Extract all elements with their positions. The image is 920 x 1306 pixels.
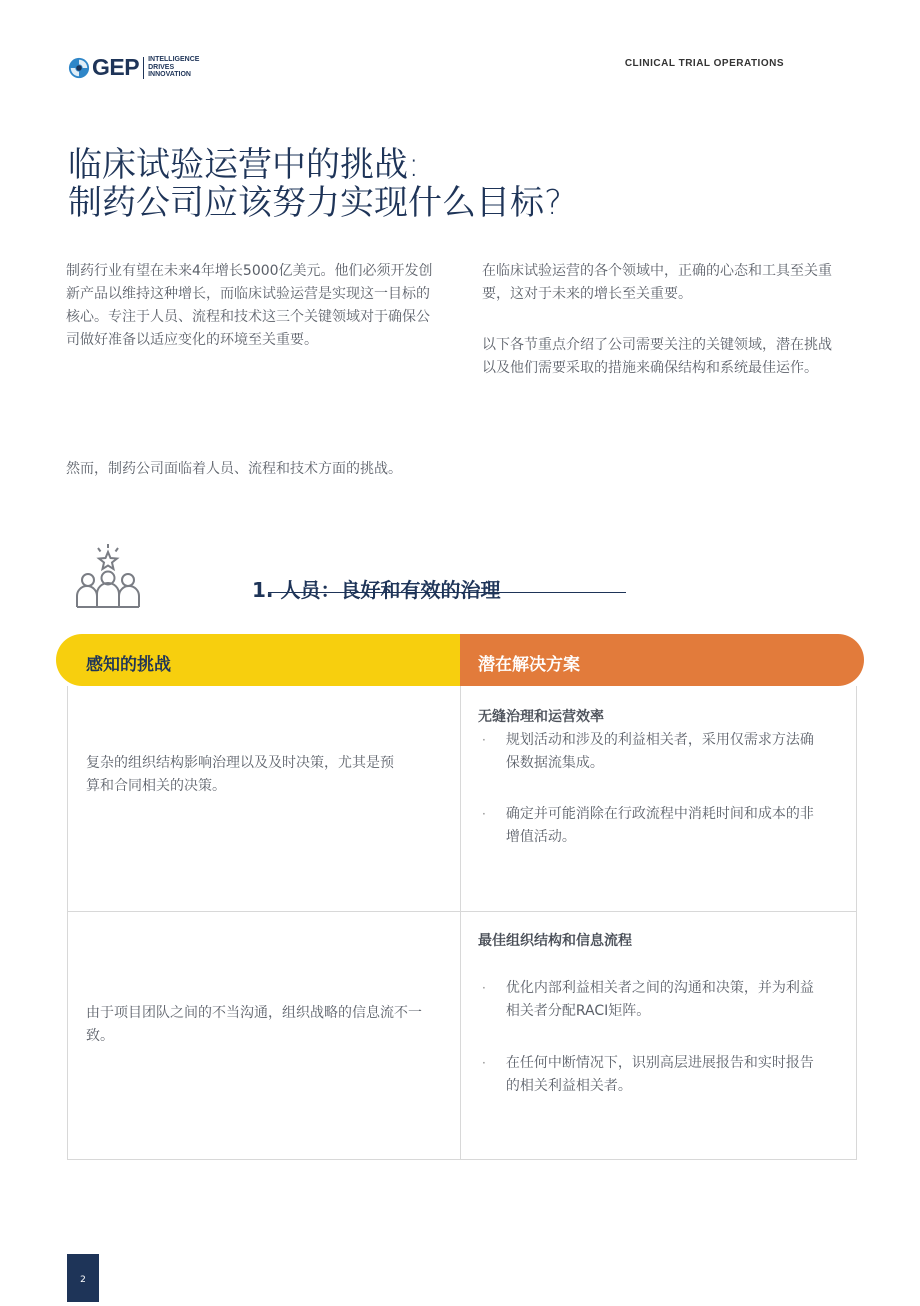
solution-bullet [480,729,820,775]
bullet-dot-icon: · [482,807,486,821]
bullet-dot-icon: · [482,1056,486,1070]
people-star-icon [72,544,144,610]
solution-bullet-text: 确定并可能消除在行政流程中消耗时间和成本的非增值活动。 [505,806,814,845]
solution-bullet [480,1052,820,1098]
solutions-header-bar [460,634,864,686]
intro-paragraph-3: 以下各节重点介绍了公司需要关注的关键领域，潜在挑战以及他们需要采取的措施来确保结构和系统最佳运作。 [482,337,832,376]
intro-paragraph-4: 然而，制药公司面临着人员、流程和技术方面的挑战。 [66,461,402,477]
solution-heading-1: 无缝治理和运营效率 [478,709,604,725]
intro-paragraph-1: 制药行业有望在未来4年增长5000亿美元。他们必须开发创新产品以维持这种增长，而临床试验运营是实现这一目标的核心。专注于人员、流程和技术这三个关键领域对于确保公司做好准备以适应变化的环境至关重要。 [66,263,433,348]
logo-wordmark: GEP [92,54,140,80]
gep-swirl-icon [68,57,90,79]
logo-tagline [148,56,199,79]
solution-bullet [480,977,820,1023]
logo-tagline-line: INNOVATION [148,71,191,79]
solution-heading-2: 最佳组织结构和信息流程 [478,933,632,949]
solution-bullet-text: 优化内部利益相关者之间的沟通和决策，并为利益相关者分配RACI矩阵。 [505,980,814,1019]
page-number: 2 [67,1254,99,1302]
logo-divider [143,57,144,79]
table-border-left [67,686,68,1160]
table-border-bottom [67,1159,857,1160]
solutions-header-label: 潜在解决方案 [478,655,580,675]
challenge-cell-2: 由于项目团队之间的不当沟通，组织战略的信息流不一致。 [86,1005,422,1044]
solution-bullet [480,803,820,849]
section-heading: 1. 人员：良好和有效的治理 [252,578,501,602]
challenges-header-bar [56,634,460,686]
solution-bullet-text: 规划活动和涉及的利益相关者，采用仅需求方法确保数据流集成。 [505,732,814,771]
solution-bullet-text: 在任何中断情况下，识别高层进展报告和实时报告的相关利益相关者。 [505,1055,814,1094]
challenge-cell-1: 复杂的组织结构影响治理以及及时决策，尤其是预算和合同相关的决策。 [86,755,394,794]
table-row-divider [67,911,857,912]
logo-tagline-line: INTELLIGENCE [148,56,200,64]
title-line-2: 制药公司应该努力实现什么目标? [68,183,563,223]
header-section-title: CLINICAL TRIAL OPERATIONS [624,58,784,69]
table-border-right [856,686,857,1160]
table-border-middle [460,686,461,1160]
title-line-1: 临床试验运营中的挑战: [68,145,420,185]
bullet-dot-icon: · [482,981,486,995]
bullet-dot-icon: · [482,733,486,747]
intro-paragraph-2: 在临床试验运营的各个领域中，正确的心态和工具至关重要，这对于未来的增长至关重要。 [482,263,832,302]
challenges-header-label: 感知的挑战 [86,655,171,675]
gep-logo [68,54,199,81]
page-title [68,146,868,222]
logo-tagline-line: DRIVES [148,63,175,71]
